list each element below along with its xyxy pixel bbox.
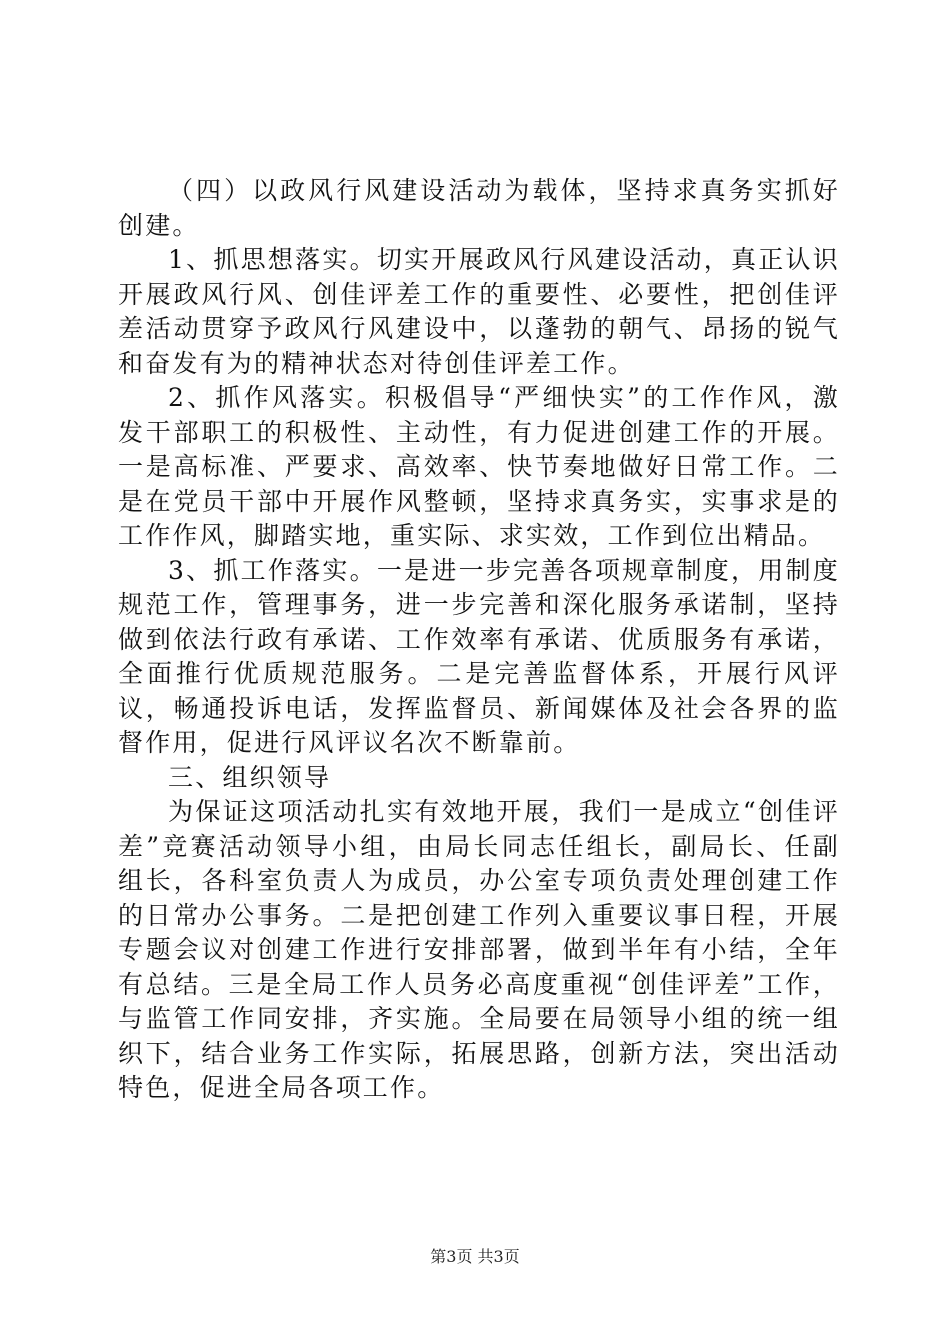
section-heading-4: （四）以政风行风建设活动为载体，坚持求真务实抓好创建。: [118, 176, 840, 240]
document-body: [118, 174, 840, 1106]
paragraph-work-implementation: 3、抓工作落实。一是进一步完善各项规章制度，用制度规范工作，管理事务，进一步完善和深化服务承诺制，坚持做到依法行政有承诺、工作效率有承诺、优质服务有承诺，全面推行优质规范服务。二是完善监督体系，开展行风评议，畅通投诉电话，发挥监督员、新闻媒体及社会各界的监督作用，促进行风评议名次不断靠前。: [118, 555, 840, 757]
paragraph-ideology: 1、抓思想落实。切实开展政风行风建设活动，真正认识开展政风行风、创佳评差工作的重要性、必要性，把创佳评差活动贯穿予政风行风建设中，以蓬勃的朝气、昂扬的锐气和奋发有为的精神状态对待创佳评差工作。: [118, 245, 840, 378]
section-heading-organization: 三、组织领导: [168, 762, 332, 792]
paragraph-work-style: 2、抓作风落实。积极倡导“严细快实”的工作作风，激发干部职工的积极性、主动性，有力促进创建工作的开展。一是高标准、严要求、高效率、快节奏地做好日常工作。二是在党员干部中开展作风整顿，坚持求真务实，实事求是的工作作风，脚踏实地，重实际、求实效，工作到位出精品。: [118, 383, 840, 550]
paragraph-organization: 为保证这项活动扎实有效地开展，我们一是成立“创佳评差”竞赛活动领导小组，由局长同志任组长，副局长、任副组长，各科室负责人为成员，办公室专项负责处理创建工作的日常办公事务。二是把创建工作列入重要议事日程，开展专题会议对创建工作进行安排部署，做到半年有小结，全年有总结。三是全局工作人员务必高度重视“创佳评差”工作，与监管工作同安排，齐实施。全局要在局领导小组的统一组织下，结合业务工作实际，拓展思路，创新方法，突出活动特色，促进全局各项工作。: [118, 797, 840, 1102]
page-number-footer: 第3页 共3页: [430, 1247, 520, 1266]
